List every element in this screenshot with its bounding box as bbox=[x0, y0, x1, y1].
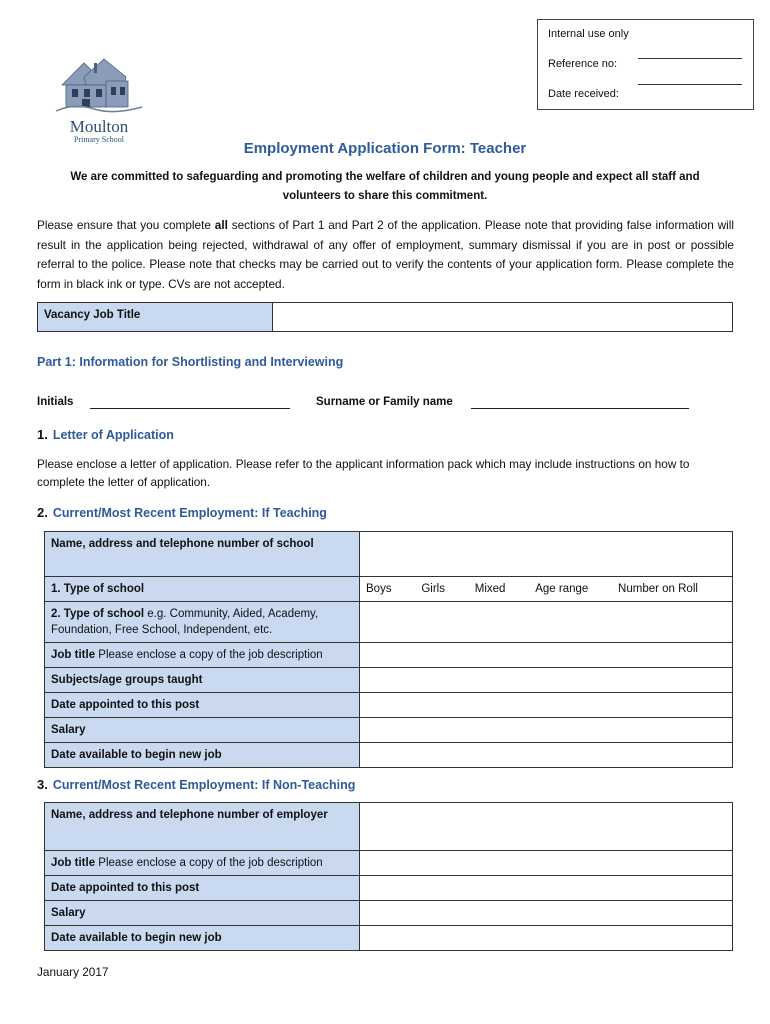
reference-label: Reference no: bbox=[548, 58, 618, 70]
intro-paragraph bbox=[37, 216, 734, 294]
nt-salary-label: Salary bbox=[45, 901, 360, 926]
intro-text-all: all bbox=[214, 218, 228, 232]
surname-label: Surname or Family name bbox=[316, 396, 453, 408]
job-title-hint: Please enclose a copy of the job description bbox=[95, 649, 323, 661]
section3-heading: Current/Most Recent Employment: If Non-Teaching bbox=[52, 778, 356, 792]
subjects-field[interactable] bbox=[360, 668, 733, 693]
section3-number: 3. bbox=[37, 777, 48, 792]
surname-field[interactable] bbox=[471, 396, 689, 409]
employer-details-label: Name, address and telephone number of employer bbox=[45, 803, 360, 851]
school-logo bbox=[54, 55, 144, 147]
initials-label: Initials bbox=[37, 396, 74, 408]
section1-header bbox=[37, 427, 174, 442]
date-available-field[interactable] bbox=[360, 743, 733, 768]
nt-job-title-bold: Job title bbox=[51, 857, 96, 869]
reference-field[interactable] bbox=[638, 58, 742, 59]
non-teaching-employment-table bbox=[44, 802, 733, 951]
date-available-label: Date available to begin new job bbox=[45, 743, 360, 768]
teaching-employment-table bbox=[44, 531, 733, 768]
salary-label: Salary bbox=[45, 718, 360, 743]
date-received-field[interactable] bbox=[638, 84, 742, 85]
school-building-icon bbox=[54, 55, 144, 115]
internal-use-heading: Internal use only bbox=[548, 28, 629, 40]
school-type2-hint: e.g. Community, Aided, Academy, Foundation, Free School, Independent, etc. bbox=[51, 608, 319, 636]
option-age-range[interactable]: Age range bbox=[535, 583, 589, 595]
part1-heading: Part 1: Information for Shortlisting and Interviewing bbox=[37, 355, 344, 369]
option-mixed[interactable]: Mixed bbox=[474, 583, 506, 595]
subjects-label: Subjects/age groups taught bbox=[45, 668, 360, 693]
salary-field[interactable] bbox=[360, 718, 733, 743]
vacancy-table bbox=[37, 302, 733, 332]
school-details-label: Name, address and telephone number of school bbox=[45, 532, 360, 577]
page-title: Employment Application Form: Teacher bbox=[243, 140, 527, 157]
school-type1-options bbox=[360, 577, 733, 602]
job-title-bold: Job title bbox=[51, 649, 96, 661]
section2-heading: Current/Most Recent Employment: If Teaching bbox=[52, 506, 327, 520]
vacancy-job-title-field[interactable] bbox=[273, 303, 733, 332]
employer-details-field[interactable] bbox=[360, 803, 733, 851]
footer-date: January 2017 bbox=[37, 965, 109, 979]
nt-salary-field[interactable] bbox=[360, 901, 733, 926]
intro-text-end: sections of Part 1 and Part 2 of the application. Please note that providing false information will result in the application being rejected, withdrawal of any offer of employment, summary dismissal if you are in post or possible referral to the police. Please note that checks may be carried out to verify the contents of your application form. Please complete the form in black ink or type. CVs are not accepted. bbox=[37, 218, 734, 291]
section1-number: 1. bbox=[37, 427, 48, 442]
job-title-field[interactable] bbox=[360, 643, 733, 668]
nt-job-title-field[interactable] bbox=[360, 851, 733, 876]
option-girls[interactable]: Girls bbox=[421, 583, 445, 595]
date-appointed-label: Date appointed to this post bbox=[45, 693, 360, 718]
nt-date-appointed-label: Date appointed to this post bbox=[45, 876, 360, 901]
nt-job-title-label bbox=[45, 851, 360, 876]
vacancy-job-title-label: Vacancy Job Title bbox=[38, 303, 273, 332]
logo-subtitle: Primary School bbox=[74, 135, 124, 144]
school-type2-field[interactable] bbox=[360, 602, 733, 643]
nt-job-title-hint: Please enclose a copy of the job description bbox=[95, 857, 323, 869]
logo-name: Moulton bbox=[69, 117, 129, 136]
date-received-label: Date received: bbox=[548, 88, 619, 100]
nt-date-available-label: Date available to begin new job bbox=[45, 926, 360, 951]
job-title-label bbox=[45, 643, 360, 668]
commitment-statement: We are committed to safeguarding and promoting the welfare of children and young people and expect all staff and volunteers to share this commitment. bbox=[70, 171, 700, 202]
nt-date-available-field[interactable] bbox=[360, 926, 733, 951]
internal-use-box bbox=[537, 19, 754, 110]
option-boys[interactable]: Boys bbox=[366, 583, 392, 595]
school-type1-label: 1. Type of school bbox=[45, 577, 360, 602]
nt-date-appointed-field[interactable] bbox=[360, 876, 733, 901]
section1-text: Please enclose a letter of application. Please refer to the applicant information pack which may include instructions on how to complete the letter of application. bbox=[37, 457, 690, 489]
school-type2-label bbox=[45, 602, 360, 643]
intro-text-start: Please ensure that you complete bbox=[37, 218, 215, 232]
section1-heading: Letter of Application bbox=[52, 428, 174, 442]
school-details-field[interactable] bbox=[360, 532, 733, 577]
section2-number: 2. bbox=[37, 505, 48, 520]
date-appointed-field[interactable] bbox=[360, 693, 733, 718]
initials-field[interactable] bbox=[90, 396, 290, 409]
section3-header bbox=[37, 777, 355, 792]
section2-header bbox=[37, 505, 327, 520]
school-type2-bold: 2. Type of school bbox=[51, 608, 145, 620]
option-number-on-roll[interactable]: Number on Roll bbox=[618, 583, 698, 595]
